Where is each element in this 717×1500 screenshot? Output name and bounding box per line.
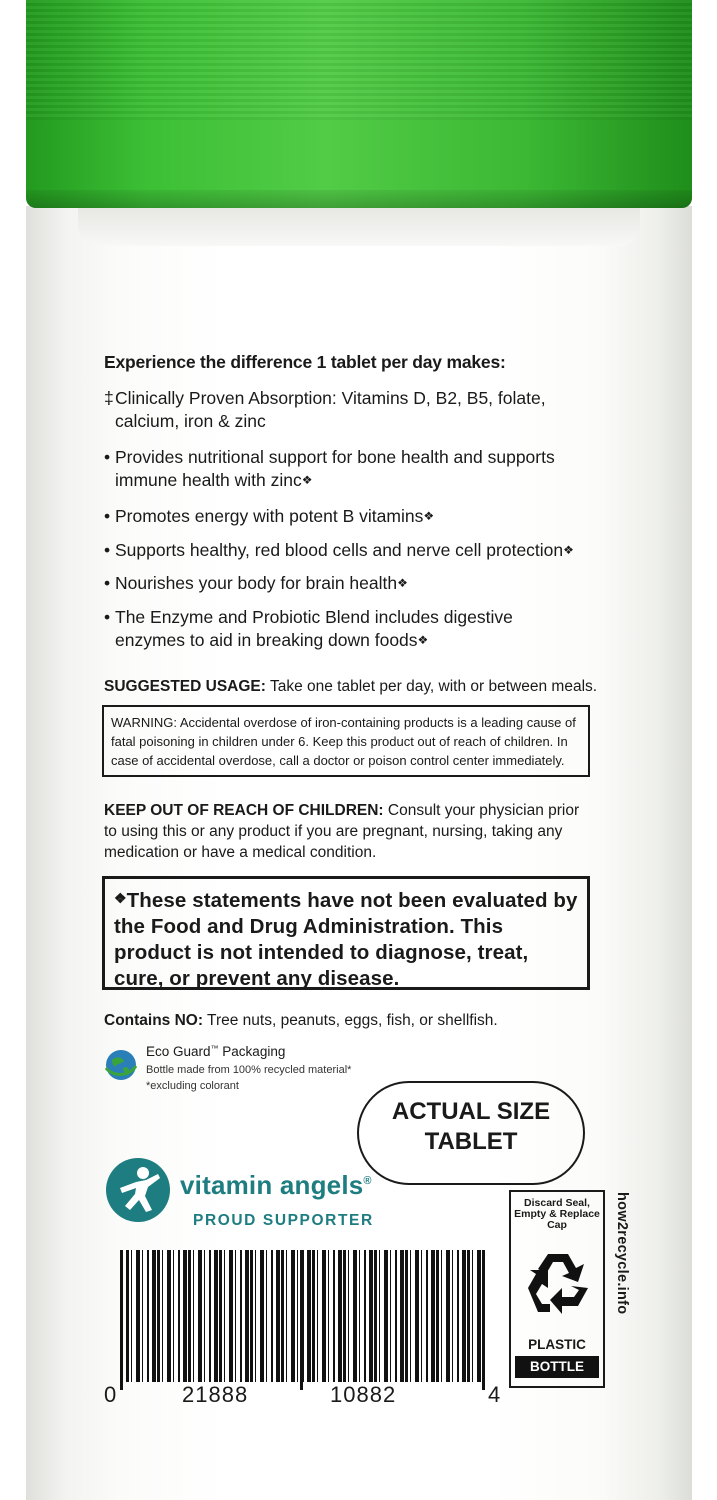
eco-guard-line2: *excluding colorant <box>146 1080 239 1092</box>
star-icon: ❖ <box>423 509 435 523</box>
fda-text: These statements have not been evaluated by the Food and Drug Administration. This product is not intended to diagnose, treat, cure, or prevent any disease. <box>114 889 578 990</box>
eco-guard-name: Eco Guard <box>146 1044 211 1059</box>
bullet-1 <box>104 387 574 433</box>
barcode-guard-right <box>482 1250 485 1390</box>
eco-guard-title <box>146 1044 285 1059</box>
bullet-mark: • <box>104 607 111 627</box>
bullet-6 <box>104 606 574 652</box>
contains-text: Tree nuts, peanuts, eggs, fish, or shellfish. <box>203 1012 498 1029</box>
barcode <box>126 1250 484 1382</box>
vitamin-angels-logo-icon <box>106 1158 170 1222</box>
barcode-digits-right: 10882 <box>330 1382 397 1407</box>
bullet-4 <box>104 539 574 562</box>
green-cap <box>26 0 692 208</box>
angel-figure-icon <box>106 1158 170 1222</box>
usage-label: SUGGESTED USAGE: <box>104 678 266 695</box>
keep-out-label: KEEP OUT OF REACH OF CHILDREN: <box>104 802 384 819</box>
trademark-mark: ™ <box>210 1044 219 1053</box>
actual-size-line2: TABLET <box>424 1128 518 1155</box>
recycle-label <box>509 1190 605 1388</box>
double-dagger-mark: ‡ <box>104 388 114 408</box>
bullet-mark: • <box>104 573 111 593</box>
star-icon: ❖ <box>114 890 127 906</box>
cap-ridges <box>26 0 692 120</box>
bullet-text: Provides nutritional support for bone health and supports immune health with zinc <box>115 447 555 490</box>
actual-size-tablet <box>357 1081 585 1185</box>
bullet-5 <box>104 572 574 595</box>
star-icon: ❖ <box>417 633 429 647</box>
keep-out-notice <box>104 800 594 863</box>
proud-supporter: PROUD SUPPORTER <box>193 1212 374 1229</box>
bullet-text: Supports healthy, red blood cells and nerve cell protection <box>115 540 564 560</box>
barcode-digits-left: 21888 <box>182 1382 249 1407</box>
barcode-guard-center <box>300 1250 303 1390</box>
bullet-2 <box>104 446 574 492</box>
eco-globe-icon <box>104 1048 138 1082</box>
bullet-mark: • <box>104 506 111 526</box>
recycle-instructions: Discard Seal, Empty & Replace Cap <box>514 1197 600 1231</box>
contains-label: Contains NO: <box>104 1012 204 1029</box>
warning-box: WARNING: Accidental overdose of iron-containing products is a leading cause of fatal poisoning in children under 6. Keep this product out of reach of children. In case of accidental overdose, call a doctor or poison control center immediately. <box>102 705 590 777</box>
recycle-bottle: BOTTLE <box>515 1356 599 1378</box>
bullet-mark: • <box>104 540 111 560</box>
vitamin-angels-name <box>180 1170 372 1201</box>
bullet-3 <box>104 505 574 528</box>
how2recycle-site: how2recycle.info <box>614 1192 630 1315</box>
eco-guard-line1: Bottle made from 100% recycled material* <box>146 1064 352 1076</box>
barcode-guard-left <box>120 1250 123 1390</box>
bullet-text: The Enzyme and Probiotic Blend includes digestive enzymes to aid in breaking down foods <box>115 607 513 650</box>
bottle-neck-shadow <box>78 206 640 246</box>
bullet-mark: • <box>104 447 111 467</box>
keep-out-text: Consult your physician prior to using this or any product if you are pregnant, nursing, taking any medication or have a medical condition. <box>104 802 580 861</box>
headline: Experience the difference 1 tablet per day makes: <box>104 352 506 372</box>
eco-guard-suffix: Packaging <box>218 1044 286 1059</box>
vitamin-angels-wordmark: vitamin angels <box>180 1170 364 1200</box>
star-icon: ❖ <box>397 576 408 590</box>
suggested-usage <box>104 678 597 696</box>
star-icon: ❖ <box>563 543 574 557</box>
recycle-icon <box>518 1242 598 1322</box>
usage-text: Take one tablet per day, with or between meals. <box>265 678 598 695</box>
bullet-text: Nourishes your body for brain health <box>115 573 398 593</box>
barcode-digit-first: 0 <box>104 1382 118 1407</box>
bullet-text: Clinically Proven Absorption: Vitamins D, B2, B5, folate, calcium, iron & zinc <box>115 388 546 431</box>
recycle-plastic: PLASTIC <box>528 1337 586 1352</box>
fda-disclaimer-box <box>102 876 590 990</box>
cap-lip <box>26 190 692 208</box>
registered-mark: ® <box>363 1175 372 1187</box>
allergen-statement <box>104 1012 498 1030</box>
star-icon: ❖ <box>301 473 313 487</box>
barcode-digit-last: 4 <box>488 1382 502 1407</box>
actual-size-line1: ACTUAL SIZE <box>391 1098 551 1125</box>
bullet-text: Promotes energy with potent B vitamins <box>115 506 424 526</box>
